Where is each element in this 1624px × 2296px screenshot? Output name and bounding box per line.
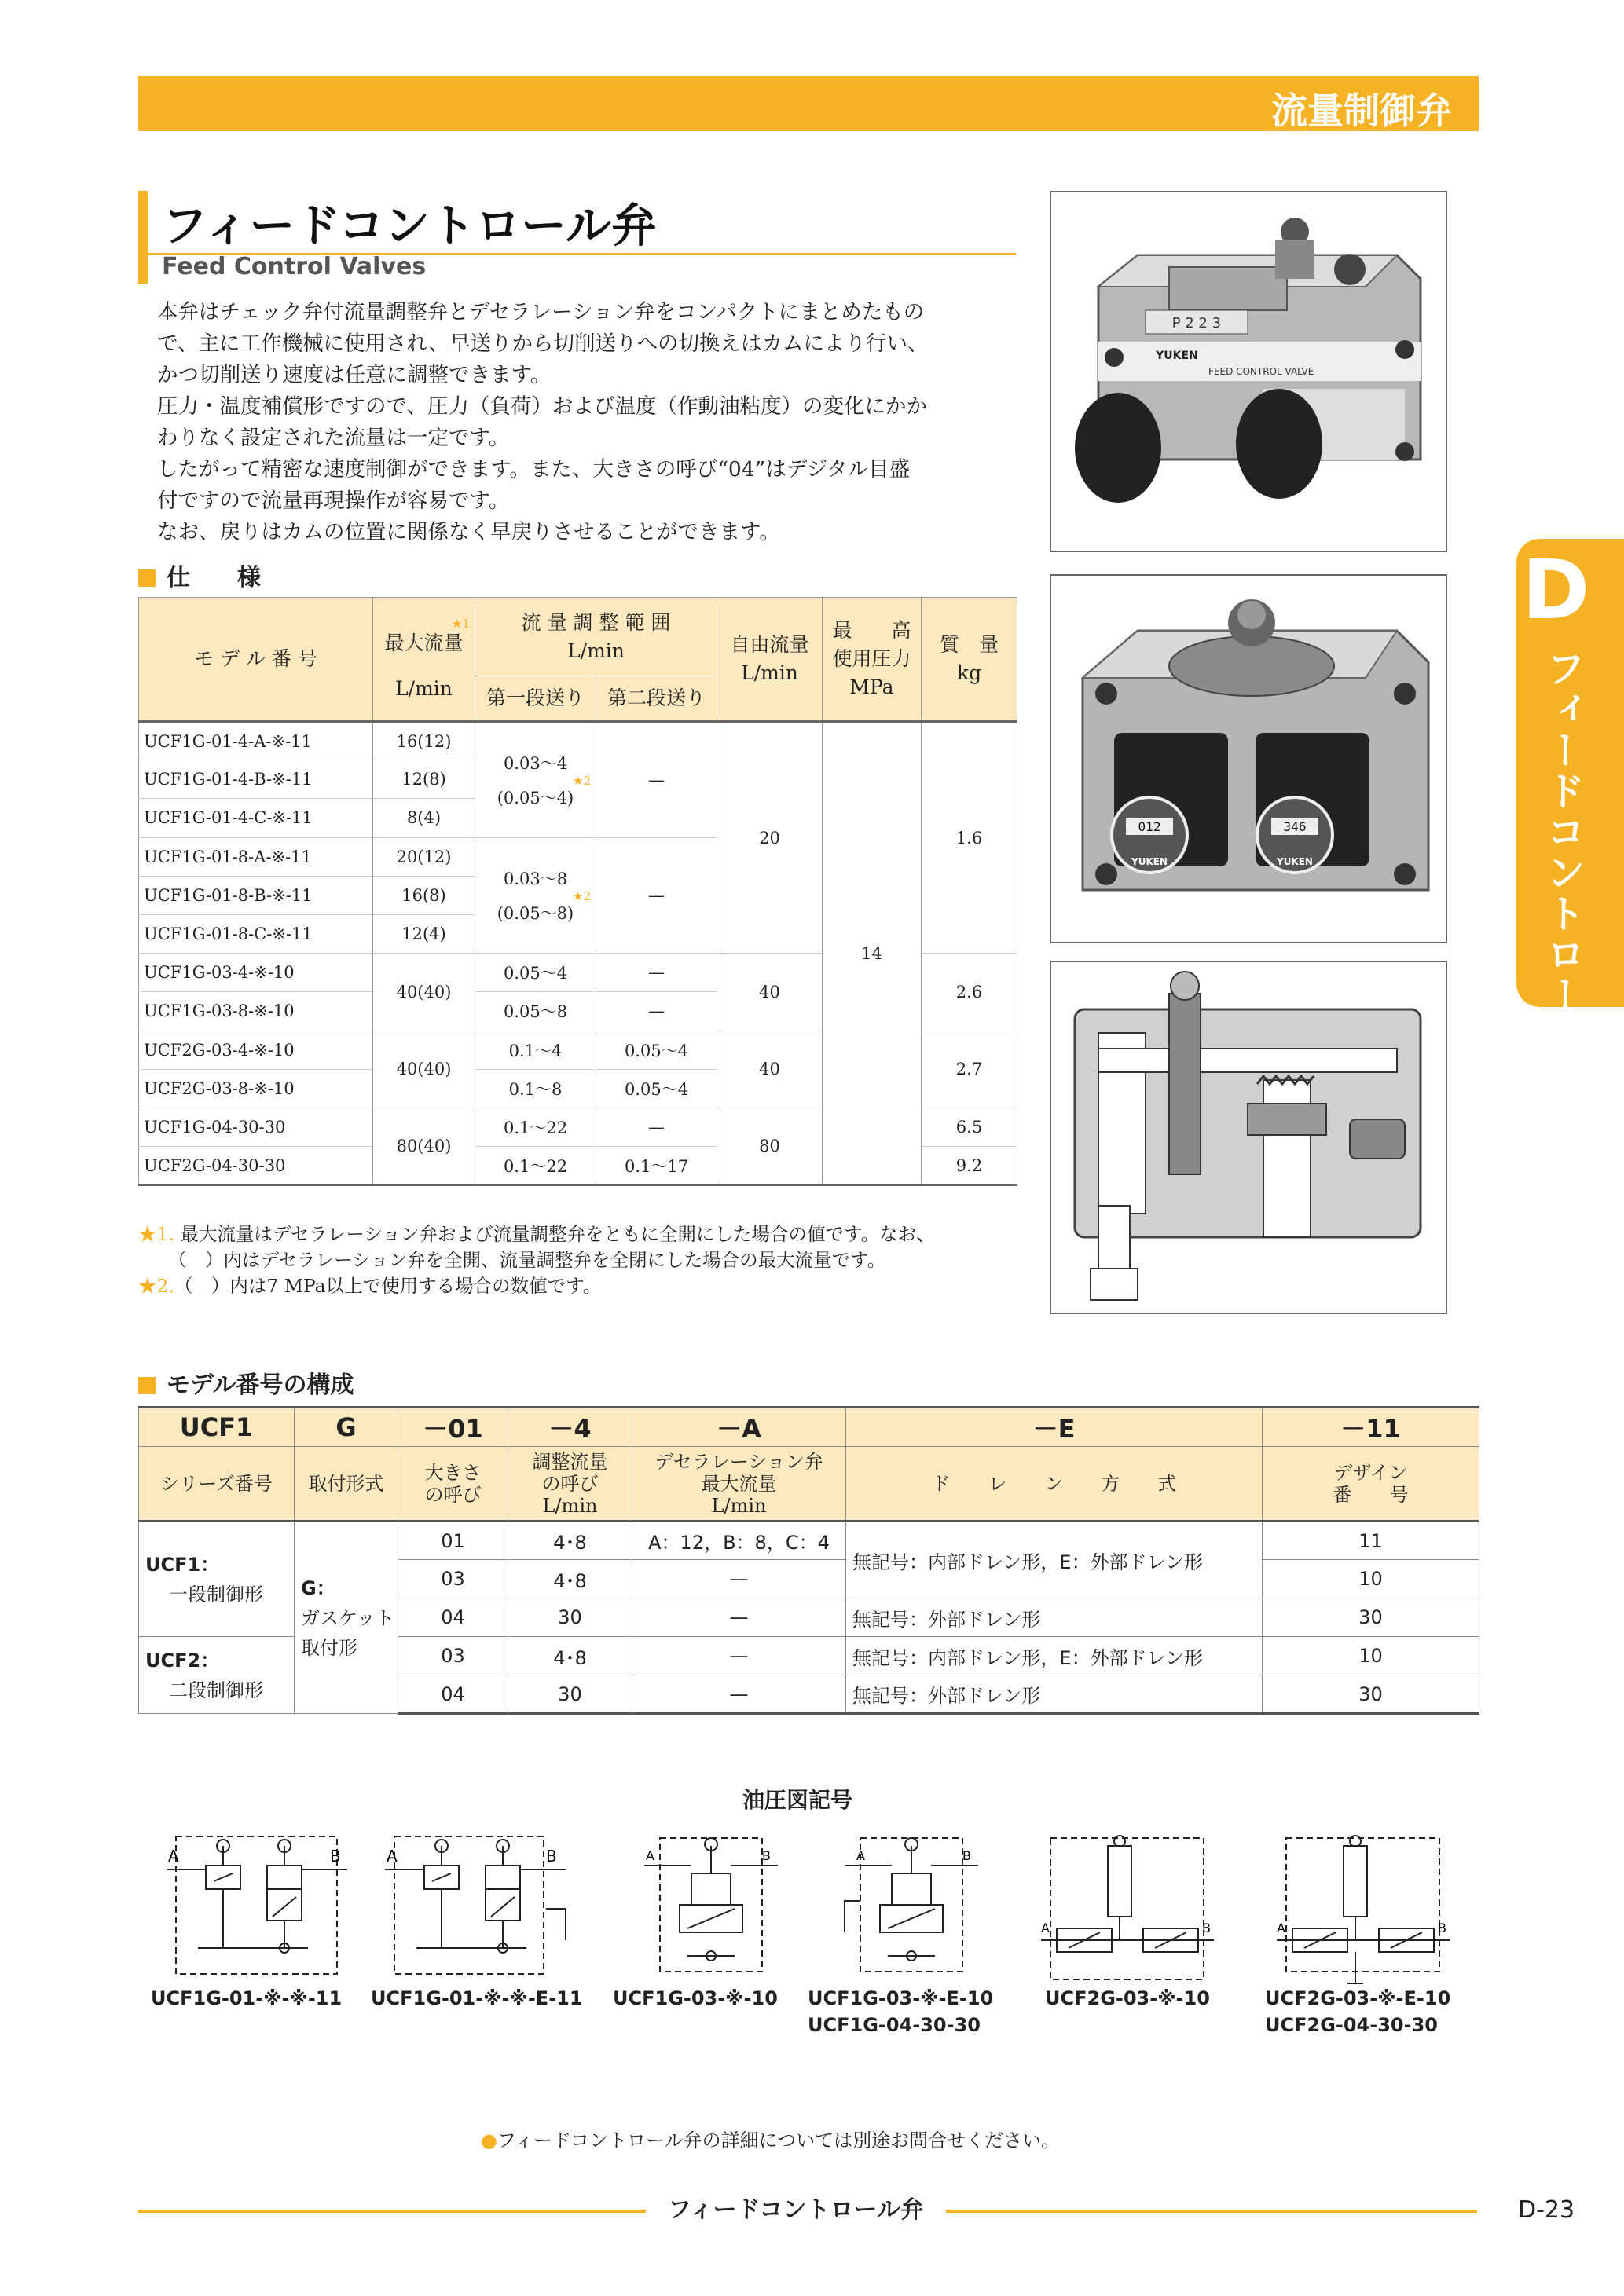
header-second: 第二段送り <box>596 676 717 722</box>
square-bullet-icon <box>138 1377 156 1394</box>
port-label: B <box>546 1847 557 1866</box>
photo-label: YUKEN <box>1131 856 1168 867</box>
product-photo-2 <box>1050 574 1447 943</box>
port-label: B <box>762 1848 771 1863</box>
symbol-label: UCF1G-01-※-※-E-11 <box>371 1987 583 2009</box>
symbols-title: 油圧図記号 <box>742 1787 853 1813</box>
hydraulic-symbol-1 <box>167 1830 347 1979</box>
port-label: B <box>330 1847 341 1866</box>
intro-line: したがって精密な速度制御ができます。また、大きさの呼び“04”はデジタル目盛 <box>157 457 911 482</box>
header-first: 第一段送り <box>475 676 596 722</box>
footer-title: フィードコントロール弁 <box>646 2190 946 2225</box>
title-accent-bar <box>138 191 148 284</box>
hydraulic-symbol-6 <box>1277 1830 1457 1987</box>
spec-heading: 仕 様 <box>138 558 261 592</box>
port-label: A <box>1041 1921 1050 1935</box>
page-subtitle: Feed Control Valves <box>162 253 427 280</box>
port-label: A <box>646 1848 654 1863</box>
port-label: B <box>962 1848 971 1863</box>
cutaway-diagram <box>1050 961 1447 1314</box>
intro-text <box>157 297 1021 548</box>
hydraulic-symbol-2 <box>385 1830 574 1979</box>
intro-line: で、主に工作機械に使用され、早送りから切削送りへの切換えはカムにより行い、 <box>157 331 929 356</box>
section-side-title: フィードコントロール弁 <box>1540 648 1586 1097</box>
intro-line: 本弁はチェック弁付流量調整弁とデセラレーション弁をコンパクトにまとめたもの <box>157 300 925 324</box>
header-mass: 質 量 kg <box>922 598 1017 722</box>
hydraulic-symbol-4 <box>837 1830 978 1979</box>
note-line: ★1. 最大流量はデセラレーション弁および流量調整弁をともに全開にした場合の値です。なお、 <box>138 1223 935 1245</box>
symbol-label: UCF1G-03-※-10 <box>613 1987 778 2009</box>
model-cell: UCF1G-01-4-A-※-11 <box>139 722 373 760</box>
category-title: 流量制御弁 <box>1271 90 1452 132</box>
square-bullet-icon <box>138 569 156 587</box>
header-pressure: 最 高 使用圧力 MPa <box>823 598 922 722</box>
spec-table: モ デ ル 番 号 ★1 最大流量 L/min 流 量 調 整 範 囲 L/min 自由流量 L/min 最 高 使用圧力 MPa 質 量 kg 第一段送り 第二段送り UCF1G-01-4-A-※-11 16(12) 0.03～4 ★2 (0.05～4) — 20 14 1.6 UCF1G-01-4-B-※-11 12(8) UCF1G-01-4-C-※-11 8(4) UCF1G-01-8-A-※-11 20(12) 0.03～8 ★2 (0.05～8) — UCF1G-01-8-B-※-11 16(8) UCF1G-01-8-C-※-11 12(4) UCF1G-03-4-※-10 40(40) 0.05～4 — 40 2.6 UCF1G-03-8-※-10 0.05～8 — UCF2G-03-4-※-10 40(40) 0.1～4 0.05～4 40 2.7 UCF2G-03-8-※-10 0.1～8 0.05～4 UCF1G-04-30-30 80(40) 0.1～22 — 80 6.5 UCF2G-04-30-30 0.1～22 0.1～17 9.2 <box>138 597 1017 1186</box>
symbol-label: UCF2G-04-30-30 <box>1265 2014 1438 2036</box>
intro-line: 付ですので流量再現操作が容易です。 <box>157 489 510 513</box>
bullet-dot-icon: ● <box>481 2129 497 2151</box>
header-model: モ デ ル 番 号 <box>139 598 373 722</box>
port-label: B <box>1438 1921 1446 1935</box>
intro-line: わりなく設定された流量は一定です。 <box>157 426 510 450</box>
intro-line: 圧力・温度補償形ですので、圧力（負荷）および温度（作動油粘度）の変化にかか <box>157 394 927 419</box>
photo-label: 346 <box>1283 819 1307 834</box>
header-maxflow: ★1 最大流量 L/min <box>373 598 475 722</box>
port-label: A <box>387 1847 398 1866</box>
model-heading: モデル番号の構成 <box>138 1365 354 1400</box>
intro-line: なお、戻りはカムの位置に関係なく早戻りさせることができます。 <box>157 520 780 544</box>
footer-note: ●フィードコントロール弁の詳細については別途お問合せください。 <box>481 2129 1061 2151</box>
photo-label: YUKEN <box>1277 856 1313 867</box>
spec-notes <box>138 1221 1026 1299</box>
product-photo-1 <box>1050 191 1447 552</box>
photo-label: YUKEN <box>1156 350 1198 362</box>
note-line: ★2.（ ）内は7 MPa以上で使用する場合の数値です。 <box>138 1275 602 1297</box>
page-number: D-23 <box>1518 2196 1575 2224</box>
photo-label: 012 <box>1138 819 1161 834</box>
symbol-label: UCF1G-04-30-30 <box>808 2014 981 2036</box>
category-banner <box>138 76 1479 131</box>
intro-line: かつ切削送り速度は任意に調整できます。 <box>157 363 552 387</box>
hydraulic-symbol-5 <box>1041 1830 1214 1987</box>
model-code-table: UCF1 G －01 －4 －A －E －11 シリーズ番号 取付形式 大きさ の呼び 調整流量 の呼び L/min デセラレーション弁 最大流量 L/min ド レ ン 方 式 デザイン 番 号 UCF1： 一段制御形 G： ガスケット 取付形 01 4･8 A：12，B：8，C：4 無記号：内部ドレン形，E：外部ドレン形 11 03 4･8 — 10 04 30 — 無記号：外部ドレン形 30 UCF2： 二段制御形 03 4･8 — 無記号：内部ドレン形，E：外部ドレン形 10 04 30 — 無記号：外部ドレン形 30 <box>138 1406 1479 1715</box>
header-free: 自由流量 L/min <box>717 598 823 722</box>
port-label: A <box>1277 1921 1285 1935</box>
note-line: （ ）内はデセラレーション弁を全開、流量調整弁を全閉にした場合の最大流量です。 <box>168 1249 886 1271</box>
section-letter: D <box>1522 542 1590 638</box>
symbol-label: UCF1G-03-※-E-10 <box>808 1987 994 2009</box>
photo-label: FEED CONTROL VALVE <box>1208 366 1314 377</box>
port-label: A <box>856 1848 865 1863</box>
page-title: フィードコントロール弁 <box>162 199 657 252</box>
port-label: A <box>168 1847 179 1866</box>
symbol-label: UCF2G-03-※-E-10 <box>1265 1987 1451 2009</box>
symbol-label: UCF2G-03-※-10 <box>1045 1987 1210 2009</box>
header-range: 流 量 調 整 範 囲 L/min <box>475 598 717 676</box>
port-label: B <box>1202 1921 1211 1935</box>
photo-label: P 2 2 3 <box>1171 315 1222 331</box>
hydraulic-symbol-3 <box>644 1830 778 1979</box>
symbol-label: UCF1G-01-※-※-11 <box>151 1987 343 2009</box>
